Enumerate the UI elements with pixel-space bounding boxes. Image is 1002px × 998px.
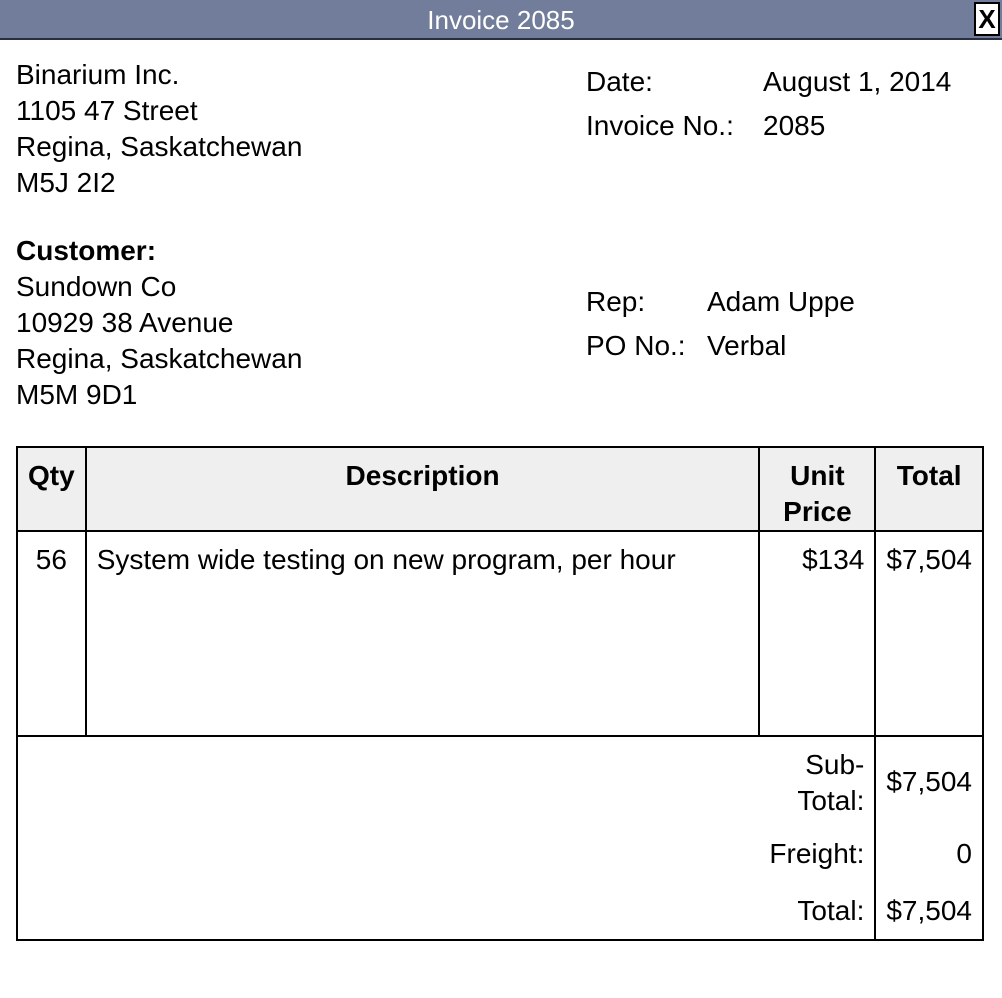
freight-label: Freight: [759,826,875,882]
seller-city: Regina, Saskatchewan [16,131,303,162]
seller-name: Binarium Inc. [16,59,180,90]
table-row [17,531,983,736]
title-bar [0,0,1002,40]
total-header: Total [875,447,983,531]
window-title: Invoice 2085 [427,5,575,35]
unit-price-header-line1: Unit [790,460,845,491]
invoice-meta [586,60,986,148]
subtotal-row [17,736,983,826]
subtotal-value: $7,504 [875,736,983,826]
order-meta [586,280,986,368]
po-label: PO No.: [586,330,686,361]
po-row [586,324,986,368]
date-value: August 1, 2014 [763,66,952,97]
grand-total-label: Total: [759,882,875,940]
row-qty: 56 [17,531,86,736]
seller-address [16,57,302,201]
seller-street: 1105 47 Street [16,95,198,126]
rep-row [586,280,986,324]
subtotal-label [759,736,875,826]
po-value: Verbal [707,330,787,361]
row-unit-price: $134 [759,531,875,736]
grand-total-value: $7,504 [875,882,983,940]
invoice-number-value: 2085 [763,110,826,141]
qty-header: Qty [17,447,86,531]
customer-label: Customer: [16,235,157,266]
seller-postal: M5J 2I2 [16,167,116,198]
close-button[interactable]: X [974,2,1000,36]
subtotal-label-line1: Sub- [805,749,865,780]
freight-value: 0 [875,826,983,882]
customer-name: Sundown Co [16,271,177,302]
customer-street: 10929 38 Avenue [16,307,234,338]
rep-value: Adam Uppe [707,286,855,317]
invoice-number-label: Invoice No.: [586,110,734,141]
row-description: System wide testing on new program, per hour [86,531,760,736]
rep-label: Rep: [586,286,646,317]
line-items-table [16,446,984,941]
description-header: Description [86,447,760,531]
table-header-row [17,447,983,531]
subtotal-label-line2: Total: [797,785,865,816]
customer-address [16,233,302,413]
date-row [586,60,986,104]
customer-postal: M5M 9D1 [16,379,138,410]
unit-price-header [759,447,875,531]
row-total: $7,504 [875,531,983,736]
unit-price-header-line2: Price [783,496,852,527]
summary-spacer [17,736,759,940]
customer-city: Regina, Saskatchewan [16,343,303,374]
invoice-number-row [586,104,986,148]
date-label: Date: [586,66,653,97]
